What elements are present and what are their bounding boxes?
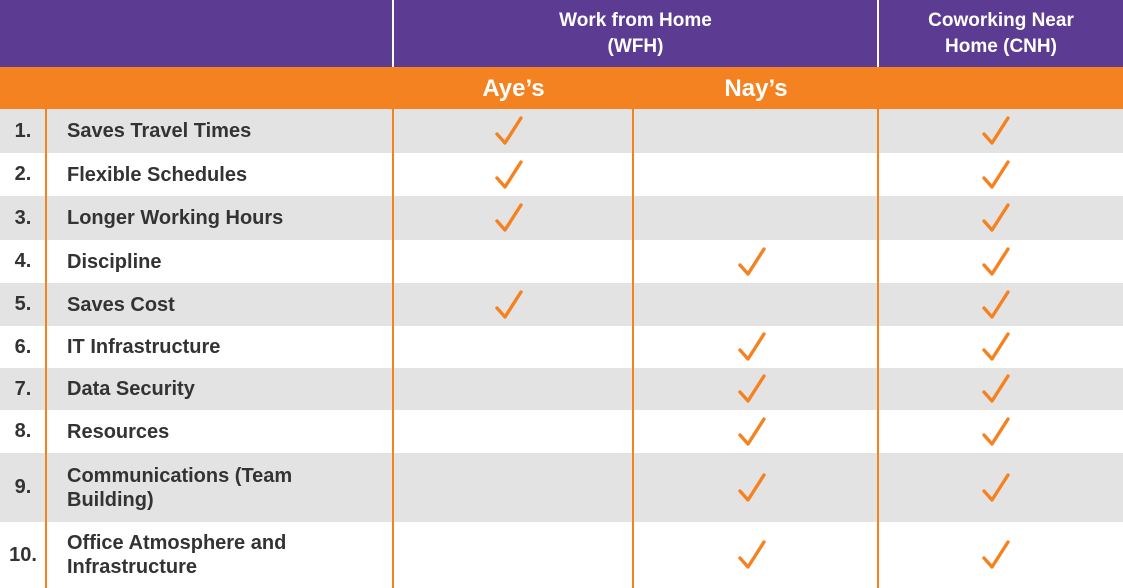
checkmark-icon xyxy=(981,472,1011,504)
checkmark-icon xyxy=(981,373,1011,405)
checkmark-icon xyxy=(737,539,767,571)
row-label: Saves Cost xyxy=(67,294,175,316)
cnh-heading-line2: Home (CNH) xyxy=(945,36,1057,57)
row-label: Discipline xyxy=(67,251,162,273)
wfh-heading-line2: (WFH) xyxy=(607,36,664,57)
table-row xyxy=(0,326,1123,368)
checkmark-icon xyxy=(494,159,524,191)
row-label: Resources xyxy=(67,421,170,443)
cnh-heading xyxy=(879,8,1123,60)
table-row xyxy=(0,196,1123,240)
table-row xyxy=(0,522,1123,588)
checkmark-icon xyxy=(737,246,767,278)
checkmark-icon xyxy=(981,115,1011,147)
table-row xyxy=(0,240,1123,283)
checkmark-icon xyxy=(737,416,767,448)
cnh-heading-line1: Coworking Near xyxy=(928,10,1074,31)
checkmark-icon xyxy=(737,472,767,504)
row-number: 8. xyxy=(14,420,32,442)
row-number: 2. xyxy=(14,163,32,185)
wfh-heading-line1: Work from Home xyxy=(559,10,712,31)
row-number: 10. xyxy=(9,544,37,566)
checkmark-icon xyxy=(494,202,524,234)
column-divider xyxy=(877,109,879,588)
row-label: Saves Travel Times xyxy=(67,120,252,142)
wfh-heading xyxy=(394,8,877,60)
row-label: Data Security xyxy=(67,378,195,400)
checkmark-icon xyxy=(981,159,1011,191)
table-row xyxy=(0,368,1123,410)
checkmark-icon xyxy=(494,115,524,147)
row-number: 6. xyxy=(14,336,32,358)
row-label: Flexible Schedules xyxy=(67,164,248,186)
checkmark-icon xyxy=(737,331,767,363)
checkmark-icon xyxy=(981,289,1011,321)
column-divider xyxy=(392,109,394,588)
table-row xyxy=(0,109,1123,153)
checkmark-icon xyxy=(981,331,1011,363)
checkmark-icon xyxy=(981,416,1011,448)
checkmark-icon xyxy=(981,202,1011,234)
checkmark-icon xyxy=(981,539,1011,571)
table-row xyxy=(0,410,1123,453)
checkmark-icon xyxy=(494,289,524,321)
row-number: 1. xyxy=(14,120,32,142)
nays-heading: Nay’s xyxy=(724,75,788,102)
column-divider xyxy=(632,109,634,588)
row-label: Office Atmosphere and Infrastructure xyxy=(67,532,287,578)
table-row xyxy=(0,453,1123,522)
table-row xyxy=(0,153,1123,196)
ayes-heading: Aye’s xyxy=(482,75,545,102)
row-label: Longer Working Hours xyxy=(67,207,284,229)
checkmark-icon xyxy=(737,373,767,405)
row-number: 7. xyxy=(14,378,32,400)
row-number: 9. xyxy=(14,476,32,498)
table-row xyxy=(0,283,1123,326)
checkmark-icon xyxy=(981,246,1011,278)
row-number: 4. xyxy=(14,250,32,272)
column-divider xyxy=(45,109,47,588)
row-label: IT Infrastructure xyxy=(67,336,221,358)
row-label: Communications (Team Building) xyxy=(67,465,293,511)
row-number: 5. xyxy=(14,293,32,315)
row-number: 3. xyxy=(14,207,32,229)
